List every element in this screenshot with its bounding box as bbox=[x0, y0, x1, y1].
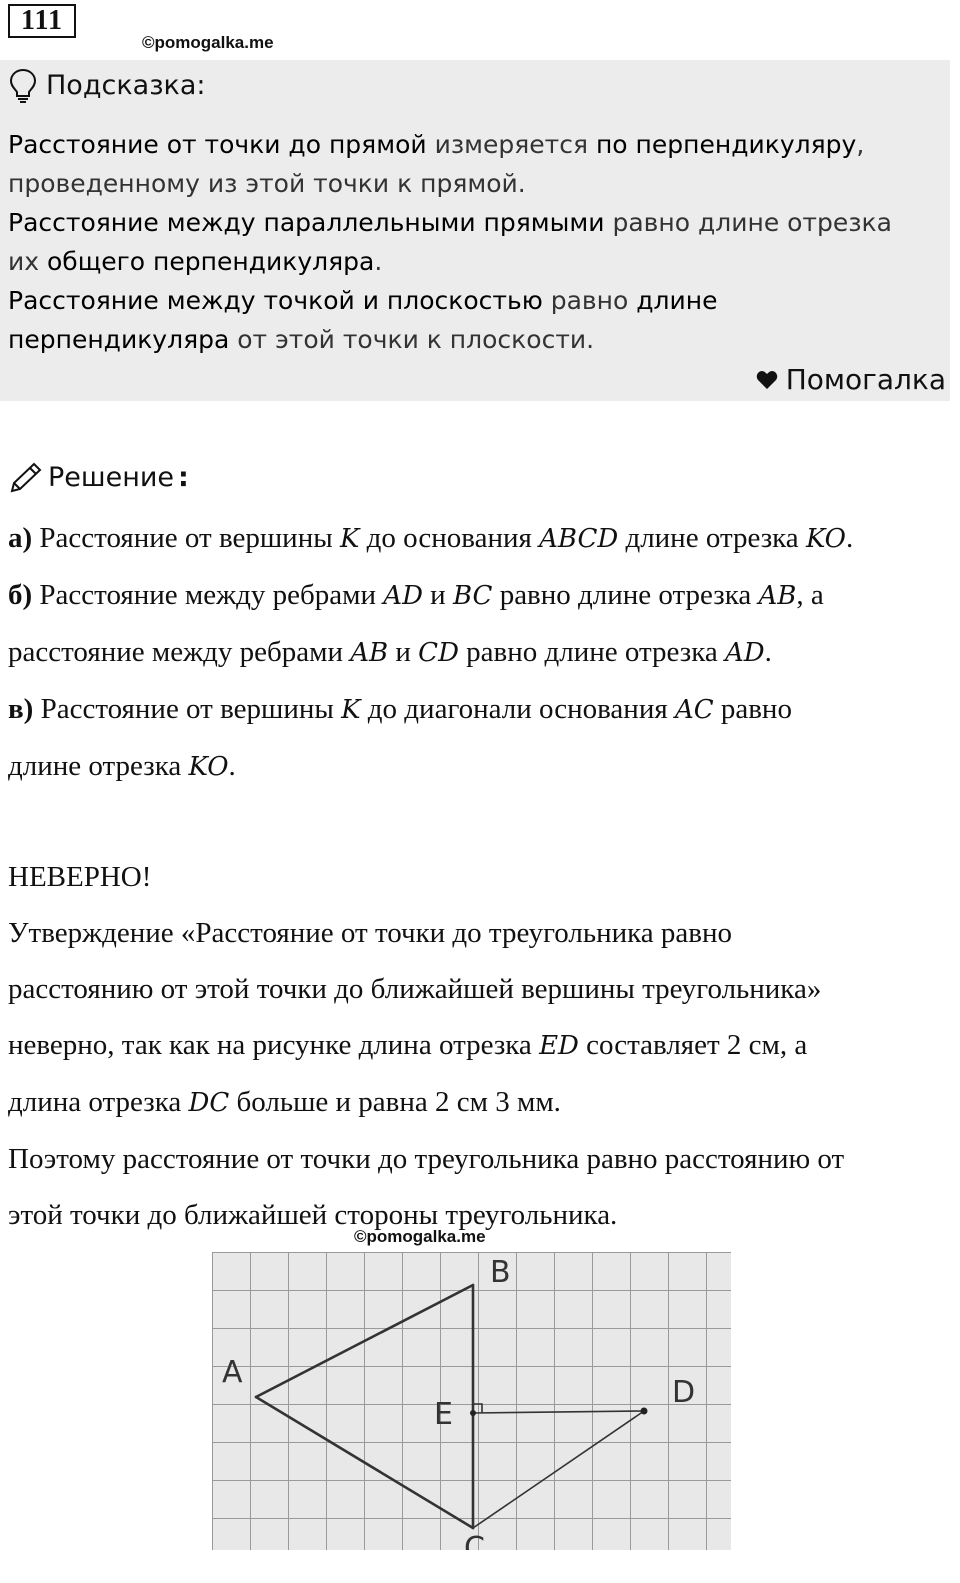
solution-line bbox=[8, 961, 948, 1017]
text-segment: до диагонали основания bbox=[360, 693, 675, 725]
hint-line bbox=[8, 203, 938, 242]
solution-title: Решение bbox=[48, 462, 175, 493]
text-segment: этой точки до ближайшей стороны треугольника. bbox=[8, 1199, 618, 1231]
math-symbol: ABCD bbox=[539, 524, 619, 554]
text-segment: , а bbox=[796, 579, 824, 611]
text-segment: расстоянию от этой точки до ближайшей вершины треугольника» bbox=[8, 973, 822, 1005]
math-symbol: KO bbox=[188, 752, 229, 782]
brand-signature bbox=[756, 360, 946, 400]
text-segment: равно длине отрезка bbox=[492, 579, 759, 611]
text-segment: длина отрезка bbox=[8, 1086, 189, 1118]
text-segment: и bbox=[388, 636, 419, 668]
lightbulb-icon bbox=[8, 68, 38, 104]
point-e bbox=[470, 1410, 476, 1416]
solution-line bbox=[8, 624, 948, 681]
solution-line bbox=[8, 738, 948, 795]
text-segment: в) bbox=[8, 693, 34, 725]
watermark-figure: ©pomogalka.me bbox=[354, 1227, 486, 1246]
text-segment: , bbox=[856, 130, 865, 159]
solution-text bbox=[8, 510, 948, 1243]
math-symbol: ED bbox=[539, 1031, 579, 1061]
text-segment: . bbox=[845, 522, 854, 554]
point-d bbox=[641, 1408, 648, 1415]
text-segment: Поэтому расстояние от точки до треугольника равно расстоянию от bbox=[8, 1143, 845, 1175]
math-symbol: K bbox=[339, 524, 360, 554]
label-b: B bbox=[490, 1255, 511, 1290]
grid-paper bbox=[212, 1252, 731, 1550]
hint-line bbox=[8, 281, 938, 320]
label-d: D bbox=[672, 1375, 696, 1410]
hint-title: Подсказка: bbox=[46, 70, 206, 101]
text-segment: расстояние между ребрами bbox=[8, 636, 351, 668]
math-symbol: DC bbox=[188, 1088, 230, 1118]
text-segment: Расстояние от вершины bbox=[32, 522, 340, 554]
solution-line bbox=[8, 1131, 948, 1187]
text-segment: их bbox=[8, 247, 47, 276]
math-symbol: BC bbox=[452, 581, 493, 611]
math-symbol: AD bbox=[725, 638, 765, 668]
text-segment: равно длине отрезка bbox=[604, 208, 892, 237]
text-segment: длине bbox=[636, 286, 718, 315]
text-segment: длине отрезка bbox=[618, 522, 806, 554]
math-symbol: KO bbox=[805, 524, 846, 554]
text-segment: равно bbox=[713, 693, 792, 725]
solution-line bbox=[8, 1074, 948, 1131]
text-segment: проведенному из этой точки к прямой. bbox=[8, 169, 526, 198]
solution-line bbox=[8, 1017, 948, 1074]
math-symbol: CD bbox=[418, 638, 459, 668]
math-symbol: AB bbox=[758, 581, 797, 611]
math-symbol: AB bbox=[350, 638, 389, 668]
solution-line bbox=[8, 849, 948, 905]
text-segment: длине отрезка bbox=[8, 750, 189, 782]
text-segment: по перпендикуляру bbox=[595, 130, 857, 159]
math-symbol: AC bbox=[674, 695, 714, 725]
text-segment: равно длине отрезка bbox=[458, 636, 725, 668]
text-segment: перпендикуляра bbox=[8, 325, 230, 354]
text-segment: . bbox=[374, 247, 383, 276]
solution-line bbox=[8, 510, 948, 567]
text-segment: равно bbox=[542, 286, 637, 315]
text-segment: Расстояние между точкой и плоскостью bbox=[8, 286, 543, 315]
text-segment: Расстояние между ребрами bbox=[32, 579, 384, 611]
task-number: 111 bbox=[8, 4, 76, 38]
solution-line bbox=[8, 681, 948, 738]
text-segment: неверно, так как на рисунке длина отрезка bbox=[8, 1029, 540, 1061]
solution-line bbox=[8, 905, 948, 961]
text-segment: и bbox=[422, 579, 453, 611]
text-segment: а) bbox=[8, 522, 33, 554]
hint-header bbox=[8, 66, 206, 106]
math-symbol: K bbox=[341, 695, 361, 725]
text-segment: Расстояние между параллельными прямыми bbox=[8, 208, 605, 237]
text-segment: больше и равна 2 см 3 мм. bbox=[229, 1086, 561, 1118]
label-a: A bbox=[222, 1355, 243, 1390]
text-segment: измеряется bbox=[426, 130, 596, 159]
hint-line bbox=[8, 164, 938, 203]
solution-header: Решение : bbox=[8, 458, 189, 498]
text-segment: общего перпендикуляра bbox=[47, 247, 375, 276]
blank-line bbox=[8, 795, 948, 849]
math-symbol: AD bbox=[383, 581, 423, 611]
hint-text bbox=[8, 125, 938, 359]
brand-name: Помогалка bbox=[785, 363, 946, 396]
label-e: E bbox=[434, 1397, 453, 1432]
pencil-icon bbox=[8, 461, 44, 495]
solution-line bbox=[8, 567, 948, 624]
figure-drawing bbox=[212, 1252, 731, 1550]
text-segment: от этой точки к плоскости. bbox=[229, 325, 595, 354]
text-segment: . bbox=[228, 750, 236, 782]
geometry-figure bbox=[212, 1252, 731, 1550]
text-segment: Расстояние от вершины bbox=[33, 693, 342, 725]
label-c: C bbox=[464, 1531, 485, 1550]
watermark-top: ©pomogalka.me bbox=[142, 33, 274, 52]
text-segment: НЕВЕРНО! bbox=[8, 861, 152, 893]
hint-line bbox=[8, 242, 938, 281]
text-segment: Утверждение «Расстояние от точки до треугольника равно bbox=[8, 917, 732, 949]
text-segment: . bbox=[764, 636, 772, 668]
hint-line bbox=[8, 320, 938, 359]
heart-icon bbox=[756, 370, 778, 390]
text-segment: б) bbox=[8, 579, 33, 611]
text-segment: до основания bbox=[359, 522, 540, 554]
hint-line bbox=[8, 125, 938, 164]
text-segment: Расстояние от точки до прямой bbox=[8, 130, 427, 159]
text-segment: составляет 2 см, а bbox=[578, 1029, 808, 1061]
